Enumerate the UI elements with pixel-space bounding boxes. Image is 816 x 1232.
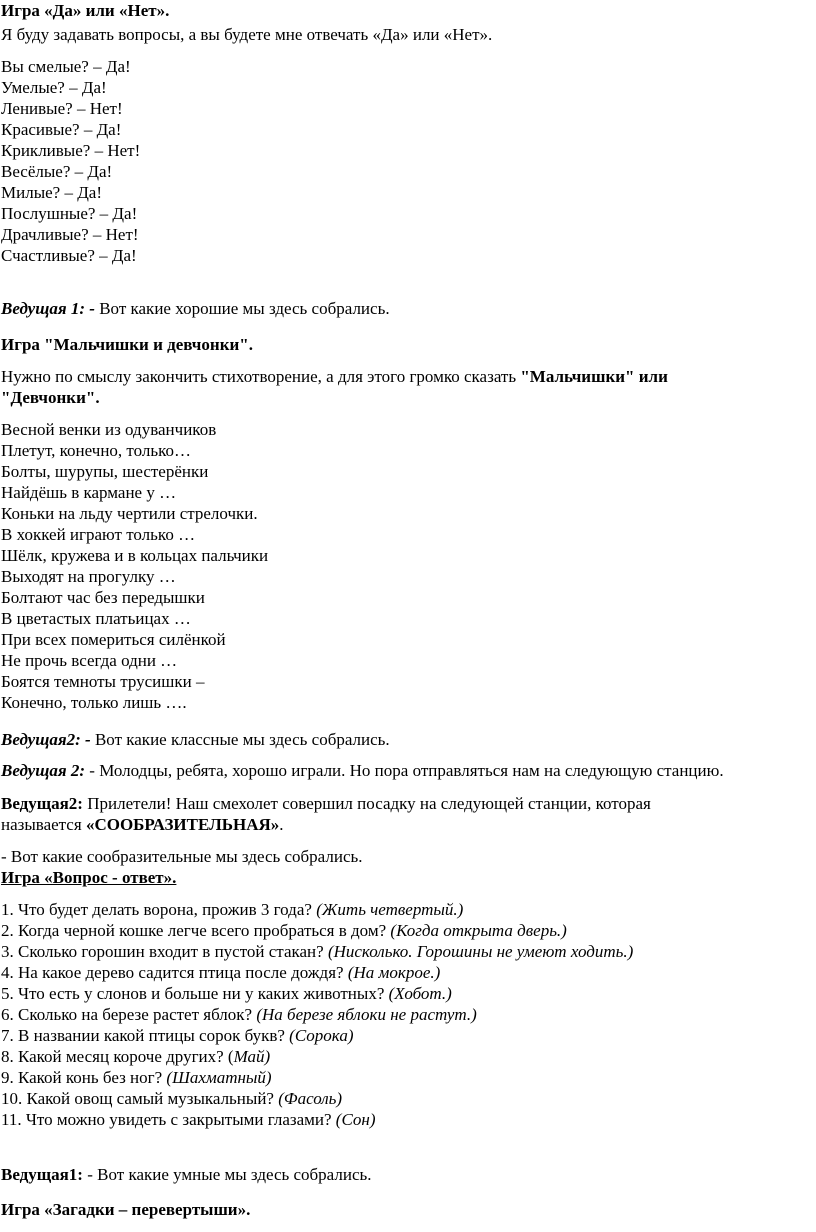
answer-text: Май) [233, 1047, 271, 1066]
speech-text: Вот какие классные мы здесь собрались. [90, 730, 390, 749]
list-item: Драчливые? – Нет! [1, 225, 139, 244]
answer-text: (На мокрое.) [347, 963, 441, 982]
game1-list [1, 56, 807, 266]
speech-text: - Молодцы, ребята, хорошо играли. Но пора отправляться нам на следующую станцию. [85, 761, 724, 780]
poem-line: Выходят на прогулку … [1, 567, 176, 586]
remark-line: - Вот какие сообразительные мы здесь собрались. [1, 847, 363, 866]
poem-line: Боятся темноты трусишки – [1, 672, 205, 691]
speech-text: Вот какие хорошие мы здесь собрались. [94, 299, 390, 318]
game2-poem [1, 419, 807, 713]
list-item: Счастливые? – Да! [1, 246, 137, 265]
question-item [1, 899, 807, 920]
question-item [1, 1088, 807, 1109]
question-item [1, 941, 807, 962]
game3-title: Игра «Вопрос - ответ». [1, 868, 177, 887]
answer-text: (Жить четвертый.) [316, 900, 464, 919]
poem-line: Конечно, только лишь …. [1, 693, 187, 712]
poem-line: Коньки на льду чертили стрелочки. [1, 504, 258, 523]
question-text: 9. Какой конь без ног? [1, 1068, 167, 1087]
speaker-label: Ведущая1: [1, 1165, 83, 1184]
list-item: Послушные? – Да! [1, 204, 138, 223]
speech-text: Прилетели! Наш смехолет совершил посадку на следующей станции, которая [82, 794, 651, 813]
host2a-paragraph [1, 729, 807, 750]
list-item: Вы смелые? – Да! [1, 57, 131, 76]
speech-text-line2: называется [1, 815, 86, 834]
poem-line: Плетут, конечно, только… [1, 441, 192, 460]
list-item: Ленивые? – Нет! [1, 99, 123, 118]
answer-text: (Шахматный) [166, 1068, 272, 1087]
speaker-label: Ведущая2: [1, 794, 83, 813]
poem-line: Болтают час без передышки [1, 588, 205, 607]
host1b-paragraph [1, 1164, 807, 1185]
question-item [1, 1025, 807, 1046]
question-item [1, 1046, 807, 1067]
question-item [1, 1067, 807, 1088]
question-item [1, 962, 807, 983]
host2c-paragraph [1, 793, 807, 835]
question-text: 7. В названии какой птицы сорок букв? [1, 1026, 290, 1045]
question-item [1, 1004, 807, 1025]
poem-line: Шёлк, кружева и в кольцах пальчики [1, 546, 269, 565]
question-text: 4. На какое дерево садится птица после дождя? [1, 963, 348, 982]
question-text: 1. Что будет делать ворона, прожив 3 года? [1, 900, 317, 919]
answer-text: (Сон) [335, 1110, 376, 1129]
speech-text: - Вот какие умные мы здесь собрались. [82, 1165, 372, 1184]
question-text: 3. Сколько горошин входит в пустой стакан? [1, 942, 328, 961]
game2-title: Игра "Мальчишки и девчонки". [1, 335, 253, 354]
answer-text: (Фасоль) [278, 1089, 343, 1108]
intro-bold-line2: "Девчонки". [1, 388, 100, 407]
answer-text: (Хобот.) [388, 984, 452, 1003]
list-item: Весёлые? – Да! [1, 162, 113, 181]
game1-title: Игра «Да» или «Нет». [1, 1, 170, 20]
game1-intro: Я буду задавать вопросы, а вы будете мне отвечать «Да» или «Нет». [1, 25, 493, 44]
question-text: 11. Что можно увидеть с закрытыми глазами? [1, 1110, 336, 1129]
game4-title: Игра «Загадки – перевертыши». [1, 1200, 251, 1219]
game3-questions [1, 899, 807, 1130]
poem-line: Найдёшь в кармане у … [1, 483, 177, 502]
list-item: Умелые? – Да! [1, 78, 107, 97]
answer-text: (Сорока) [289, 1026, 354, 1045]
question-item [1, 983, 807, 1004]
question-text: 5. Что есть у слонов и больше ни у каких животных? [1, 984, 389, 1003]
answer-text: (На березе яблоки не растут.) [256, 1005, 477, 1024]
question-text: 10. Какой овощ самый музыкальный? [1, 1089, 279, 1108]
answer-text: (Нисколько. Горошины не умеют ходить.) [327, 942, 634, 961]
game2-intro [1, 366, 807, 408]
poem-line: Весной венки из одуванчиков [1, 420, 217, 439]
speaker-label: Ведущая 1: - [1, 299, 95, 318]
speaker-label: Ведущая2: - [1, 730, 91, 749]
question-item [1, 920, 807, 941]
poem-line: В цветастых платьицах … [1, 609, 191, 628]
question-text: 6. Сколько на березе растет яблок? [1, 1005, 257, 1024]
poem-line: При всех помериться силёнкой [1, 630, 226, 649]
poem-line: Не прочь всегда одни … [1, 651, 178, 670]
intro-text: Нужно по смыслу закончить стихотворение, а для этого громко сказать [1, 367, 521, 386]
speech-text-end: . [279, 815, 284, 834]
question-item [1, 1109, 807, 1130]
host1-paragraph [1, 298, 807, 319]
poem-line: Болты, шурупы, шестерёнки [1, 462, 209, 481]
list-item: Милые? – Да! [1, 183, 103, 202]
station-name: «СООБРАЗИТЕЛЬНАЯ» [85, 815, 280, 834]
list-item: Крикливые? – Нет! [1, 141, 141, 160]
list-item: Красивые? – Да! [1, 120, 122, 139]
host2b-paragraph [1, 760, 807, 781]
poem-line: В хоккей играют только … [1, 525, 196, 544]
question-text: 2. Когда черной кошке легче всего пробраться в дом? [1, 921, 391, 940]
answer-text: (Когда открыта дверь.) [390, 921, 567, 940]
speaker-label: Ведущая 2: [1, 761, 86, 780]
question-text: 8. Какой месяц короче других? ( [1, 1047, 234, 1066]
intro-bold: "Мальчишки" или [520, 367, 668, 386]
